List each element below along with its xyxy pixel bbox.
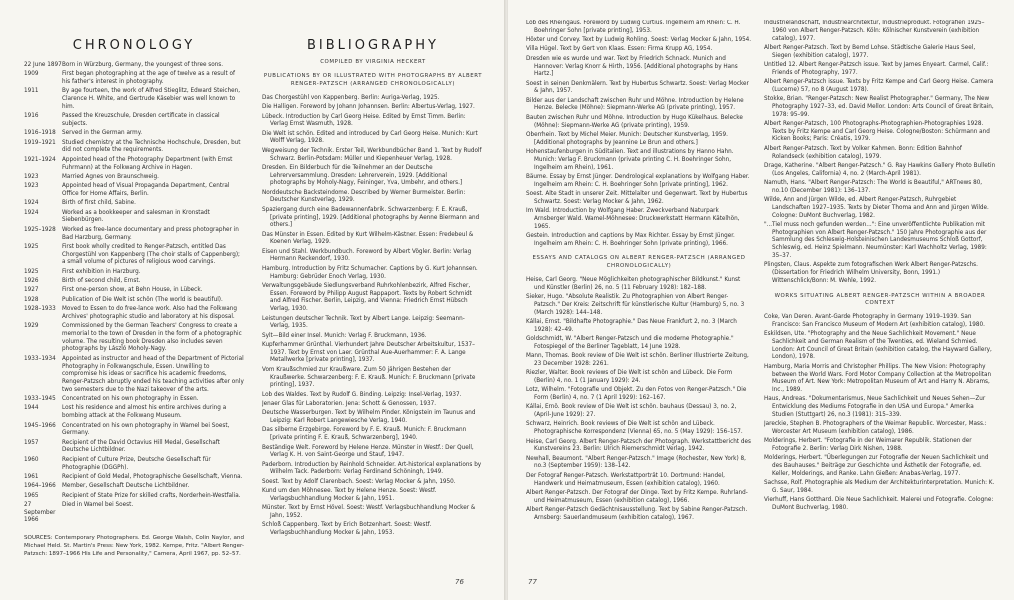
- chronology-event: Appointed head of the Photography Department (with Ernst Fuhrmann) at the Folkwang Archive in Hagen.: [62, 156, 233, 171]
- chronology-event: Birth of first child, Sabine.: [62, 200, 136, 207]
- bibliography-entry: Drage, Katherine. "Albert Renger-Patzsch." G. Ray Hawkins Gallery Photo Bulletin (Los Angeles, California) 4, no. 2 (March-April 1981).: [764, 162, 996, 177]
- chronology-event: Studied chemistry at the Technische Hochschule, Dresden, but did not complete the requirements.: [62, 139, 241, 154]
- chronology-event: Appointed head of Visual Propaganda Department, Central Office for Home Affairs, Berlin.: [62, 183, 230, 197]
- bibliography-entry: Hamburg. Introduction by Fritz Schumacher. Captions by G. Kurt Johannsen. Hamburg: Gebrüder Enoch Verlag, 1930.: [262, 265, 478, 280]
- chronology-event: First book wholly credited to Renger-Patzsch, entitled Das Chorgestühl von Kappenberg (The choir stalls of Cappenberg); a small volume of pictures of religious wood carvings.: [62, 243, 240, 266]
- chronology-entry: [24, 269, 244, 277]
- bibliography-list: [262, 95, 484, 538]
- bibliography-entry: Plingsten, Claus. Aspekte zum fotografischen Werk Albert Renger-Patzschs. (Dissertation for Friedrich Wilhelm University, Bonn, 1991.) Wittenschlick/Bonn: M. Wehle, 1992.: [764, 262, 978, 284]
- chronology-event: Concentrated on his own photography in Essen.: [62, 396, 199, 403]
- bibliography-entry: Eskildsen, Ute. "Photography and the Neue Sachlichkeit Movement." Neue Sachlichkeit and German Realism of the Twenties, ed. Wieland Schmied. London: Art Council of Great Britain (exhibition catalog, the Hayward Gallery, London), 1978.: [764, 331, 992, 361]
- bibliography-entry: Bilder aus der Landschaft zwischen Ruhr und Möhne. Introduction by Helene Henze. Belecke (Möhne): Siepmann-Werke AG (private printing), 1957.: [526, 97, 744, 112]
- bibliography-entry: Lob des Waldes. Text by Rudolf G. Binding. Leipzig: Insel-Verlag, 1937.: [262, 391, 462, 398]
- chronology-year: 1925–1928: [24, 226, 56, 233]
- chronology-year: 1926: [24, 278, 39, 285]
- bibliography-entry: Kund um den Möhnesee. Text by Helene Henze. Soest: Westf. Verlagsbuchhandlung Mocker & Jahn, 1951.: [262, 488, 437, 502]
- bibliography-entry: "...Tiel muss noch gefunden werden...": Eine unveröffentlichte Publikation mit Photographien von Albert Renger-Patzsch." 150 Jahre Photographie aus der Sammlung des Schleswig-Holsteinischen Landesmuseums Schloß Gottorf, Schleswig, ed. Heinz Spielmann. Neumünster: Karl Wachholtz Verlag, 1989: 35–37.: [764, 221, 987, 259]
- bibliography-entry: Heise, Carl Georg. "Neue Möglichkeiten photographischer Bildkunst." Kunst und Künstler (Berlin) 26, no. 5 (11 February 1928): 182–188.: [526, 276, 741, 291]
- bibliography-continued-column: [526, 20, 752, 586]
- bibliography-entry: Verwaltungsgebäude Siedlungsverband Ruhrkohlenbezirk, Alfred Fischer, Essen. Foreword by Philipp August Rappaport. Texts by Robert Schmidt and Alfred Fischer. Berlin, Leipzig, and Vienna: Friedrich Ernst Hübsch Verlag, 1930.: [262, 282, 472, 313]
- bibliography-entry: Molderings, Herbert. "Fotografie in der Weimarer Republik. Stationen der Fotografie 2. Berlin: Verlag Dirk Nishen, 1988.: [764, 438, 972, 453]
- chronology-event: Recipient of the David Octavius Hill Medal, Gesellschaft Deutsche Lichtbildner.: [62, 439, 220, 454]
- left-page: [0, 0, 505, 600]
- bibliography-entry: Norddeutsche Backsteindome. Described by Werner Burmeister. Berlin: Deutscher Kunstverlag, 1929.: [262, 189, 466, 204]
- chronology-year: 1927: [24, 287, 39, 294]
- bibliography-entry: Sylt—Bild einer Insel. Munich: Verlag F. Bruckmann, 1936.: [262, 332, 427, 339]
- chronology-event: First began photographing at the age of twelve as a result of his father's interest in photography.: [62, 71, 235, 86]
- chronology-year: 1923: [24, 183, 39, 190]
- chronology-year: 1945–1966: [24, 422, 56, 429]
- bibliography-entry: Untitled 12. Albert Renger-Patzsch issue. Text by James Enyeart. Carmel, Calif.: Friends of Photography, 1977.: [764, 61, 989, 76]
- chronology-event: First exhibition in Harzburg.: [62, 268, 141, 275]
- chronology-event: Passed the Kreuzschule, Dresden certificate in classical subjects.: [62, 113, 220, 128]
- chronology-event: Lost his residence and almost his entire archives during a bombing attack at the Folkwang Museum.: [62, 405, 227, 420]
- chronology-entry: [24, 493, 244, 501]
- bibliography-entry: Molderings, Herbert. "Überlegungen zur Fotografie der Neuen Sachlichkeit und des Bauhauses." Beiträge zur Geschichte und Ästhetik der Fotografie, ed. Keller, Molderings, and Ranke. Lahn Gießen: Anabas-Verlag, 1977.: [764, 455, 989, 477]
- bibliography-entry: Albert Renger-Patzsch issue. Texts by Fritz Kempe and Carl Georg Heise. Camera (Lucerne) 57, no 8 (August 1978).: [764, 79, 994, 93]
- bibliography-entry: Soest. Alte Stadt in unserer Zeit. Mittelalter und Gegenwart. Text by Hubertus Schwartz. Soest: Verlag Mocker & Jahn, 1962.: [526, 190, 748, 205]
- chronology-entry: [24, 396, 244, 404]
- chronology-year: 1933–1945: [24, 396, 56, 403]
- chronology-list: [24, 62, 244, 525]
- chronology-year: 1933–1934: [24, 355, 56, 362]
- chronology-entry: [24, 113, 244, 129]
- bibliography-entry: Hohenstaufenburgen in Süditalien. Text and illustrations by Hanno Hahn. Munich: Verlag F. Bruckmann (private printing C. H. Boehringer Sohn, Ingelheim am Rhein), 1961.: [526, 149, 734, 171]
- bibliography-entry: Goldschmidt, W. "Albert Renger-Patzsch und die moderne Photographie." Fotospiegel of the Berliner Tageblatt, 14 June 1928.: [526, 336, 734, 350]
- bibliography-entry: Albert Renger-Patzsch Gedächtnisausstellung. Text by Sabine Renger-Patzsch. Arnsberg: Sauerlandmuseum (exhibition catalog), 1967.: [526, 506, 748, 521]
- bibliography-entry: Das silberne Erzgebirge. Foreword by F. E. Krauß. Munich: F. Bruckmann [private printing F. E. Krauß, Schwarzenberg], 1940.: [262, 427, 467, 442]
- bibliography-entry: Im Wald. Introduction by Wolfgang Haber. Zweckverband Naturpark Arnsberger Wald. Wamel-Möhnesee: Druckwerkstatt Hermann Kätelhön, 1965.: [526, 208, 740, 230]
- chronology-event: Served in the German army.: [62, 130, 143, 137]
- chronology-year: 1924: [24, 200, 39, 207]
- bibliography-entry: Soest. Text by Adolf Clarenbach. Soest: Verlag Mocker & Jahn, 1950.: [262, 478, 456, 485]
- chronology-year: 1911: [24, 88, 39, 95]
- bibliography-entry: Kállai, Ernst. "Bildhafte Photographie." Das Neue Frankfurt 2, no. 3 (March 1928): 42–49.: [526, 318, 737, 333]
- chronology-event: Publication of Die Welt ist schön (The world is beautiful).: [62, 296, 223, 303]
- chronology-year: 1919–1921: [24, 139, 56, 146]
- chronology-entry: [24, 244, 244, 267]
- chronology-entry: [24, 423, 244, 439]
- chronology-year: 1925: [24, 243, 39, 250]
- bibliography-entry: Deutsche Wasserburgen. Text by Wilhelm Pinder. Königstein im Taunus and Leipzig: Karl Robert Langewiesche Verlag, 1940.: [262, 410, 476, 425]
- chronology-entry: [24, 140, 244, 156]
- chronology-entry: [24, 483, 244, 491]
- bibliography-entry: Jenaer Glas für Laboratorien. Jena: Schott & Genossen, 1937.: [262, 400, 437, 407]
- bibliography-entry: Albert Renger-Patzsch. Der Fotograf der Dinge. Text by Fritz Kempe. Ruhrland- und Heimatmuseum, Essen (exhibition catalog), 1966.: [526, 489, 748, 504]
- bibliography-entry: Albert Renger-Patzsch, 100 Photographs-Photographien-Photographies 1928. Texts by Fritz Kempe and Carl Georg Heise. Cologne/Boston: Schürmann and Kicken Books; Paris: Créatis, 1979.: [764, 120, 990, 143]
- chronology-year: 1964–1966: [24, 483, 56, 490]
- bibliography-entry: Vierhuff, Hans Gotthard. Die Neue Sachlichkeit. Malerei und Fotografie. Cologne: DuMont Buchverlag, 1980.: [764, 497, 994, 512]
- bibliography-entry: Haus, Andreas. "Dokumentarismus, Neue Sachlichkeit und Neues Sehen—Zur Entwicklung des Mediums Fotografie in den USA und Europa." Amerika Studien (Stuttgart) 26, no.3 (1981): 315–339.: [764, 396, 986, 418]
- chronology-column: [24, 38, 244, 586]
- bibliography-column: [262, 38, 484, 586]
- chronology-entry: [24, 227, 244, 243]
- bibliography-entry: Die Welt ist schön. Edited and introduced by Carl Georg Heise. Munich: Kurt Wolff Verlag, 1928.: [262, 130, 478, 145]
- bibliography-entry: Schloß Cappenberg. Text by Erich Botzenhart. Soest: Westf. Verlagsbuchhandlung Mocker & Jahn, 1953.: [262, 522, 432, 536]
- bibliography-entry: Stokke, Brian. "Renger-Patzsch: New Realist Photographer." Germany, The New Photography 1927–33, ed. David Mellor. London: Arts Council of Great Britain, 1978: 95–99.: [764, 96, 994, 118]
- bibliography-entry: Gestein. Introduction and captions by Max Richter. Essay by Ernst Jünger. Ingelheim am Rhein: C. H. Boehringer Sohn (private printing), 1966.: [526, 232, 735, 247]
- chronology-entry: [24, 62, 244, 70]
- chronology-event: Moved to Essen to do free-lance work. Also had the Folkwang Archives' photographic studio and laboratory at his disposal.: [62, 306, 237, 320]
- chronology-entry: [24, 356, 244, 395]
- bibliography-entry: Der Fotograf Renger-Patzsch. Werkstattporträt 10. Dortmund: Handel, Handwerk und Heimatmuseum, Essen (exhibition catalog), 1960.: [526, 472, 725, 487]
- chronology-entry: [24, 174, 244, 182]
- chronology-entry: [24, 88, 244, 111]
- chronology-year: 1944: [24, 405, 39, 412]
- chronology-event: Worked as free-lance documentary and press photographer in Bad Harzburg, Germany.: [62, 226, 239, 241]
- chronology-event: Married Agnes von Braunschweig.: [62, 173, 159, 180]
- chronology-entry: [24, 210, 244, 226]
- essays-list: [526, 277, 752, 522]
- chronology-entry: [24, 278, 244, 286]
- chronology-entry: [24, 71, 244, 87]
- bibliography-entry: Oberrhein. Text by Michel Meier. Munich: Deutscher Kunstverlag, 1959. [Additional photographs by Jeannine Le Brun and others.]: [526, 131, 728, 146]
- bibliography-entry: Spaziergang durch eine Badewannenfabrik. Schwarzenberg: F. E. Krauß, [private printing], 1929. [Additional photographs by Aenne Biermann and others.]: [262, 206, 480, 229]
- bibliography-entry: Das Chorgestühl von Kappenberg. Berlin: Auriga-Verlag, 1925.: [262, 94, 440, 101]
- chronology-entry: [24, 297, 244, 305]
- chronology-event: Died in Wamel bei Soest.: [62, 501, 134, 508]
- chronology-event: Recipient of State Prize for skilled crafts, Norderhein-Westfalia.: [62, 492, 241, 499]
- bibliography-entry: Soest in seinen Denkmälern. Text by Hubertus Schwartz. Soest: Verlag Mocker & Jahn, 1957.: [526, 80, 749, 95]
- chronology-year: 1960: [24, 456, 39, 463]
- chronology-entry: [24, 405, 244, 421]
- bibliography-entry: Dresden. Ein Bilderbuch für die Teilnehmer an der Deutsche Lehrerversammlung. Dresden: Lehrerverein, 1929. [Additional photographs by Moholy-Nagy, Feininger, Yva, Umbehr, and others.]: [262, 164, 463, 187]
- chronology-entry: [24, 157, 244, 173]
- bibliography-entry: Namuth, Hans. "Albert Renger-Patzsch: The World is Beautiful," ARTnews 80, no.10 (December 1981): 136–137.: [764, 180, 983, 194]
- chronology-year: 1916–1918: [24, 130, 56, 137]
- bibliography-entry: Jareckie, Stephen B. Photographers of the Weimar Republic. Worcester, Mass.: Worcester Art Museum (exhibition catalog), 1986.: [764, 421, 987, 435]
- chronology-year: 1916: [24, 113, 39, 120]
- bibliography-entry: Sachsse, Rolf. Photographie als Medium der Architekturinterpretation. Munich: K. G. Saur, 1984.: [764, 480, 995, 495]
- page-number: 77: [528, 578, 537, 586]
- chronology-event: First one-person show, at Behn House, in Lübeck.: [62, 287, 203, 294]
- chronology-year: 27 September 1966: [24, 501, 56, 524]
- chronology-year: 1957: [24, 439, 39, 446]
- bibliography-entry: Eisen und Stahl. Werkbundbuch. Foreword by Albert Vögler. Berlin: Verlag Hermann Reckendorf, 1930.: [262, 248, 472, 263]
- chronology-year: 22 June 1897: [24, 62, 62, 68]
- chronology-entry: [24, 440, 244, 456]
- bibliography-entry: Schwarz, Heinrich. Book reviews of Die Welt ist schön and Lübeck. Photographische Korrespondenz (Vienna) 65, no. 5 (May 1929): 156–157.: [526, 421, 743, 436]
- bibliography-entry: Mann, Thomas. Book review of Die Welt ist schön. Berliner Illustrierte Zeitung, 23 December 1928: 2261.: [526, 353, 749, 367]
- chronology-event: By age fourteen, the work of Alfred Stieglitz, Edward Steichen, Clarence H. White, and Gertrude Käsebier was well known to him.: [62, 88, 241, 110]
- section-heading: PUBLICATIONS BY OR ILLUSTRATED WITH PHOTOGRAPHS BY ALBERT RENGER-PATZSCH (ARRANGED CHRONOLOGICALLY): [263, 73, 483, 87]
- bibliography-entry: Lob des Rheingaus. Foreword by Ludwig Curtius. Ingelheim am Rhein: C. H. Boehringer Sohn [private printing], 1953.: [526, 20, 741, 34]
- chronology-entry: [24, 457, 244, 473]
- chronology-entry: [24, 474, 244, 482]
- chronology-year: 1965: [24, 492, 39, 499]
- chronology-year: 1923: [24, 173, 39, 180]
- publications-list: [526, 20, 752, 248]
- bibliography-entry: Coke, Van Deren. Avant-Garde Photography in Germany 1919–1939. San Francisco: San Francisco Museum of Modern Art (exhibition catalog), 1980.: [764, 314, 985, 328]
- bibliography-entry: Wilde, Ann and Jürgen Wilde, ed. Albert Renger-Patzsch, Ruhrgebiet Landschaften 1927–1935. Texts by Dieter Thoma and Ann and Jürgen Wilde. Cologne: DuMont Buchverlag, 1982.: [764, 197, 989, 219]
- chronology-year: 1961: [24, 473, 39, 480]
- bibliography-entry: Paderborn. Introduction by Reinhold Schneider. Art-historical explanations by Wilhelm Tack. Paderborn: Verlag Ferdinand Schöningh, 1949.: [262, 461, 482, 476]
- chronology-year: 1921–1924: [24, 156, 56, 163]
- bibliography-compiler: COMPILED BY VIRGINIA HECKERT: [320, 59, 426, 65]
- chronology-event: Worked as a bookkeeper and salesman in Kronstadt Siebenbürgen.: [62, 209, 210, 224]
- chronology-entry: [24, 287, 244, 295]
- chronology-entry: [24, 306, 244, 322]
- bibliography-entry: Hamburg, Maria Morris and Christopher Phillips. The New Vision: Photography between the World Wars. Ford Motor Company Collection at the Metropolitan Museum of Art. New York: Metropolitan Museum of Art and Harry N. Abrams, Inc., 1989.: [764, 363, 992, 394]
- bibliography-entry: Riezler, Walter. Book reviews of Die Welt ist schön and Lübeck. Die Form (Berlin) 4, no. 1 (1 January 1929): 24.: [526, 370, 733, 384]
- bibliography-entry: Villa Hügel. Text by Gert von Klaas. Essen: Firma Krupp AG, 1954.: [526, 46, 713, 53]
- chronology-sources: SOURCES: Contemporary Photographers. Ed. George Walsh, Colin Naylor, and Michael Held. St. Martin's Press: New York, 1982. Kempe, Fritz. "Albert Renger-Patzsch: 1897–1966 His Life and Personality," Camera, April 1967, pp. 52–57.: [24, 535, 244, 557]
- chronology-event: Born in Würzburg, Germany, the youngest of three sons.: [62, 62, 224, 68]
- bibliography-entry: Kupferhammer Grünthal. Vierhundert Jahre Deutscher Arbeitskultur, 1537–1937. Text by Ernst von Laer. Grünthal Aue-Auerhammer: F. A. Lange Metallwerke [private printing], 1937.: [262, 341, 475, 364]
- catalogs-list: [764, 20, 996, 286]
- section-heading: ESSAYS AND CATALOGS ON ALBERT RENGER-PATZSCH (ARRANGED CHRONOLOGICALLY): [532, 255, 746, 269]
- context-works-list: [764, 314, 996, 513]
- bibliography-entry: Lübeck. Introduction by Carl Georg Heise. Edited by Ernst Timm. Berlin: Verlag Ernst Wasmuth, 1928.: [262, 113, 466, 128]
- bibliography-entry: Das Münster in Essen. Edited by Kurt Wilhelm-Kästner. Essen: Fredebeul & Koenen Verlag, 1929.: [262, 231, 474, 246]
- chronology-event: Commissioned by the German Teachers' Congress to create a memorial to the town of Dresden in the form of a photographic volume. The resulting book Dresden also includes seven photographs by László Moholy-Nagy.: [62, 323, 242, 353]
- section-heading: WORKS SITUATING ALBERT RENGER-PATZSCH WITHIN A BROADER CONTEXT: [774, 292, 986, 306]
- bibliography-entry: Höxter und Corvey. Text by Ludwig Rohling. Soest: Verlag Mocker & Jahn, 1954.: [526, 37, 752, 44]
- chronology-entry: [24, 323, 244, 354]
- chronology-year: 1924: [24, 209, 39, 216]
- chronology-entry: [24, 502, 244, 525]
- bibliography-entry: Bäume. Essay by Ernst Jünger. Dendrological explanations by Wolfgang Haber. Ingelheim am Rhein: C. H. Boehringer Sohn [private printing], 1962.: [526, 173, 750, 188]
- page-number: 76: [455, 578, 464, 586]
- chronology-year: 1925: [24, 268, 39, 275]
- chronology-entry: [24, 200, 244, 208]
- bibliography-entry: Leistungen deutscher Technik. Text by Albert Lange. Leipzig: Seemann-Verlag, 1935.: [262, 315, 465, 330]
- bibliography-entry: Industrielandschaft, Industriearchitektur, Industrieprodukt. Fotografien 1925–1960 von Albert Renger-Patzsch. Köln: Kölnischer Kunstverein (exhibition catalog), 1977.: [764, 20, 985, 42]
- bibliography-entry: Sieker, Hugo. "Absolute Realistik. Zu Photographien von Albert Renger-Patzsch." Der Kreis: Zeitschrift für künstlerische Kultur (Hamburg) 5, no. 3 (March 1928): 144–148.: [526, 294, 745, 316]
- chronology-event: Appointed as instructor and head of the Department of Pictorial Photography in Folkwangschule, Essen. Unwilling to compromise his ideas or sacrifice his academic freedoms, Renger-Patzsch abruptly ended his teaching activities after only two semesters due to the Nazi takeover of the arts.: [62, 355, 244, 393]
- chronology-event: Recipient of Gold Medal, Photographische Gesellschaft, Vienna.: [62, 473, 243, 480]
- bibliography-entry: Lotz, Wilhelm. "Fotografie und Objekt. Zu den Fotos von Renger-Patzsch." Die Form (Berlin) 4, no. 7 (1 April 1929): 162–167.: [526, 387, 747, 402]
- chronology-entry: [24, 130, 244, 138]
- chronology-event: Birth of second child, Ernst.: [62, 278, 141, 285]
- right-page: [508, 0, 1014, 600]
- bibliography-context-column: [764, 20, 996, 586]
- chronology-event: Recipient of Culture Prize, Deutsche Gesellschaft für Photographie (DGGPh).: [62, 456, 211, 471]
- chronology-title: CHRONOLOGY: [72, 38, 196, 53]
- chronology-entry: [24, 183, 244, 199]
- bibliography-entry: Heise, Carl Georg. Albert Renger-Patzsch der Photograph. Werkstattbericht des Kunstvereins 23. Berlin: Ulrich Riemerschmidt Verlag, 1942.: [526, 438, 751, 453]
- chronology-year: 1928: [24, 296, 39, 303]
- bibliography-entry: Albert Renger-Patzsch. Text by Bernd Lohse. Städtische Galerie Haus Seel, Siegen (exhibition catalog), 1977.: [764, 44, 976, 59]
- bibliography-entry: Beständige Welt. Foreword by Helene Henze. Münster in Westf.: Der Quell, Verlag K. H. von Saint-George und Stauf, 1947.: [262, 444, 474, 459]
- bibliography-entry: Kállai, Ernö. Book review of Die Welt ist schön. bauhaus (Dessau) 3, no. 2, (April-June 1929): 27.: [526, 404, 737, 419]
- bibliography-entry: Die Halligen. Foreword by Johann Johannsen. Berlin: Albertus-Verlag, 1927.: [262, 104, 475, 111]
- bibliography-entry: Bauten zwischen Ruhr und Möhne. Introduction by Hugo Kükelhaus. Belecke (Möhne): Siepmann-Werke AG (private printing), 1959.: [526, 114, 743, 129]
- bibliography-entry: Dresden wie es wurde und war. Text by Friedrich Schnack. Munich and Hannover: Verlag Knorr & Hirth, 1956. [Additional photographs by Hans Hartz.]: [526, 55, 738, 78]
- bibliography-entry: Wegweisung der Technik. Erster Teil, Werkbundbücher Band 1. Text by Rudolf Schwarz. Berlin-Potsdam: Müller und Kiepenheuer Verlag, 1928.: [262, 147, 482, 162]
- bibliography-entry: Albert Renger-Patzsch. Text by Volker Kahmen. Bonn: Edition Bahnhof Rolandseck (exhibition catalog), 1979.: [764, 145, 962, 160]
- bibliography-title: BIBLIOGRAPHY: [306, 38, 439, 53]
- bibliography-entry: Münster. Text by Ernst Hövel. Soest: Westf. Verlagsbuchhandlung Mocker & Jahn, 1952.: [262, 505, 476, 519]
- chronology-event: Member, Gesellschaft Deutsche Lichtbildner.: [62, 483, 190, 490]
- chronology-event: Concentrated on his own photography in Wamel bei Soest, Germany.: [62, 422, 230, 437]
- chronology-year: 1909: [24, 71, 39, 78]
- chronology-year: 1928–1933: [24, 306, 56, 313]
- bibliography-entry: Newhall, Beaumont. "Albert Renger-Patzsch." Image (Rochester, New York) 8, no.3 (September 1959): 138–142.: [526, 455, 746, 470]
- bibliography-entry: Vom Kraußschmied zur Kraußware. Zum 50 jährigen Bestehen der Kraußwerke. Schwarzenberg: F. E. Krauß. Munich: F. Bruckmann [private printing], 1937.: [262, 366, 476, 389]
- chronology-year: 1929: [24, 323, 39, 330]
